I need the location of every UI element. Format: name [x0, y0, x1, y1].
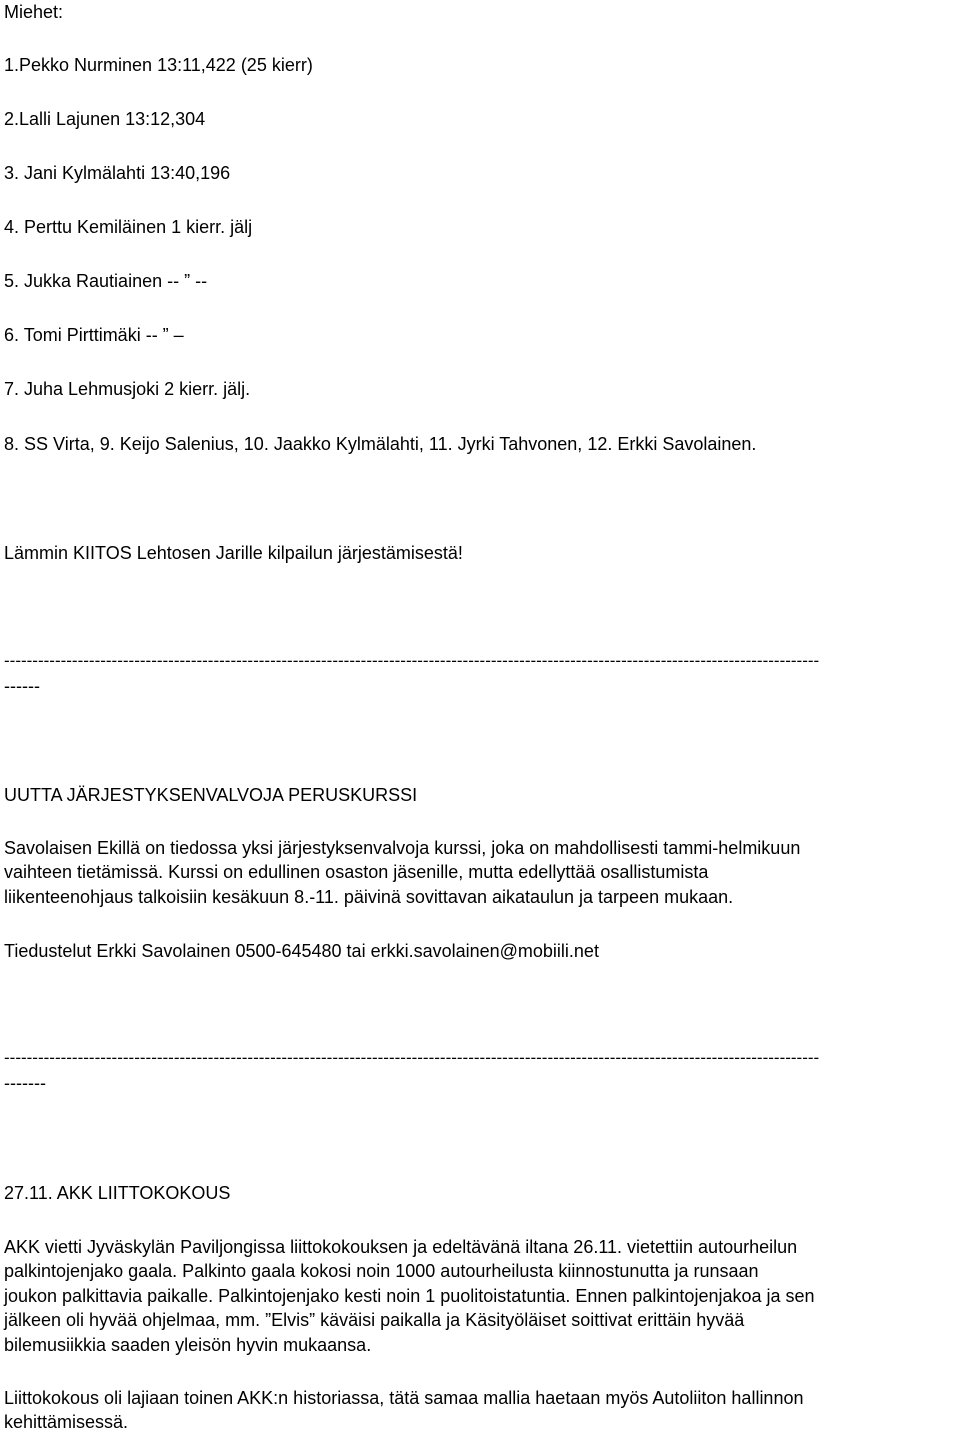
result-item: 5. Jukka Rautiainen -- ” --	[4, 271, 208, 291]
result-item: 3. Jani Kylmälahti 13:40,196	[4, 163, 231, 183]
meeting-paragraph-line: joukon palkittavia paikalle. Palkintojenjako kesti noin 1 puolitoistatuntia. Ennen palkintojenjakoa ja sen	[4, 1286, 815, 1306]
meeting-paragraph-line: AKK vietti Jyväskylän Paviljongissa liittokokouksen ja edeltävänä iltana 26.11. vietettiin autourheilun	[4, 1237, 798, 1257]
course-contact: Tiedustelut Erkki Savolainen 0500-645480 tai erkki.savolainen@mobiili.net	[4, 941, 599, 961]
meeting-title: 27.11. AKK LIITTOKOKOUS	[4, 1183, 231, 1203]
thanks-text: Lämmin KIITOS Lehtosen Jarille kilpailun järjestämisestä!	[4, 543, 463, 563]
separator-line: ------------------------------------------------------------------------------------------------------------------------------------------------	[4, 651, 820, 670]
meeting-paragraph-line: Liittokokous oli lajiaan toinen AKK:n historiassa, tätä samaa mallia haetaan myös Autoliiton hallinnon	[4, 1388, 804, 1408]
course-paragraph-line: Savolaisen Ekillä on tiedossa yksi järjestyksenvalvoja kurssi, joka on mahdollisesti tammi-helmikuun	[4, 838, 801, 858]
meeting-paragraph-line: palkintojenjako gaala. Palkinto gaala kokosi noin 1000 autourheilusta kiinnostunutta ja runsaan	[4, 1261, 759, 1281]
separator-line: ------------------------------------------------------------------------------------------------------------------------------------------------	[4, 1048, 820, 1067]
men-heading: Miehet:	[4, 2, 64, 22]
result-item: 8. SS Virta, 9. Keijo Salenius, 10. Jaakko Kylmälahti, 11. Jyrki Tahvonen, 12. Erkki Savolainen.	[4, 434, 757, 454]
result-item: 7. Juha Lehmusjoki 2 kierr. jälj.	[4, 379, 251, 399]
course-paragraph-line: liikenteenohjaus talkoisiin kesäkuun 8.-11. päivinä sovittavan aikataulun ja tarpeen mukaan.	[4, 887, 734, 907]
meeting-paragraph-line: bilemusiikkia saaden yleisön hyvin mukaansa.	[4, 1335, 372, 1355]
result-item: 6. Tomi Pirttimäki -- ” –	[4, 325, 184, 345]
separator-line: -------	[4, 1073, 46, 1093]
separator-line: ------	[4, 676, 40, 696]
meeting-paragraph-line: jälkeen oli hyvää ohjelmaa, mm. ”Elvis” käväisi paikalla ja Käsityöläiset soittivat erittäin hyvää	[4, 1310, 745, 1330]
result-item: 4. Perttu Kemiläinen 1 kierr. jälj	[4, 217, 253, 237]
course-paragraph-line: vaihteen tietämissä. Kurssi on edullinen osaston jäsenille, mutta edellyttää osallistumista	[4, 862, 709, 882]
meeting-paragraph-line: kehittämisessä.	[4, 1412, 129, 1432]
result-item: 1.Pekko Nurminen 13:11,422 (25 kierr)	[4, 55, 313, 75]
result-item: 2.Lalli Lajunen 13:12,304	[4, 109, 206, 129]
course-title: UUTTA JÄRJESTYKSENVALVOJA PERUSKURSSI	[4, 785, 418, 805]
